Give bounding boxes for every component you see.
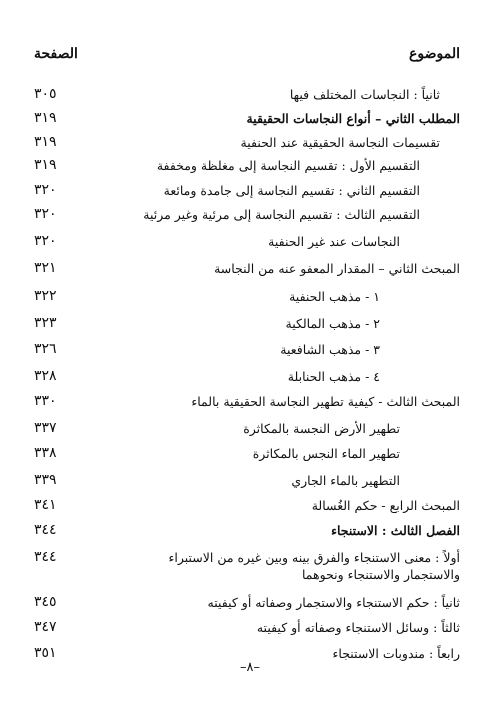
toc-entry-title: ٣ - مذهب الشافعية (280, 342, 380, 357)
toc-entry-title: أولاً : معنى الاستنجاء والفرق بينه وبين غيره من الاستبراء والاستجمار والاستنجاء ونحوهما (168, 550, 460, 582)
toc-page-number: ٣٤٥ (34, 594, 57, 610)
toc-entry-title: ثالثاً : وسائل الاستنجاء وصفاته أو كيفيته (256, 620, 460, 635)
toc-entry-title: النجاسات عند غير الحنفية (268, 234, 400, 249)
toc-page-number: ٣٢٢ (34, 288, 57, 304)
toc-page-number: ٣٢٣ (34, 315, 57, 331)
toc-page-number: ٣٢٠ (34, 233, 57, 249)
toc-page-number: ٣٤١ (34, 497, 57, 513)
toc-entry-title: ثانياً : النجاسات المختلف فيها (289, 87, 440, 102)
toc-page-number: ٣٤٤ (34, 549, 57, 565)
page-column-label: الصفحة (34, 46, 78, 62)
toc-page-number: ٣٣٠ (34, 393, 57, 409)
toc-entry-title: المطلب الثاني – أنواع النجاسات الحقيقية (246, 111, 460, 126)
toc-entry-title: الفصل الثالث : الاستنجاء (331, 523, 460, 538)
toc-page-number: ٣١٩ (34, 134, 57, 150)
toc-page-number: ٣٣٧ (34, 420, 57, 436)
toc-entry-title: المبحث الرابع - حكم الغُسالة (311, 498, 460, 513)
toc-entry-title: تطهير الأرض النجسة بالمكاثرة (243, 421, 400, 436)
toc-page-number: ٣٠٥ (34, 86, 57, 102)
toc-entry-title: المبحث الثاني – المقدار المعفو عنه من النجاسة (214, 261, 460, 276)
toc-entry-title: ٢ - مذهب المالكية (285, 316, 380, 331)
toc-page-number: ٣٣٩ (34, 472, 57, 488)
toc-entry-title: التقسيم الثالث : تقسيم النجاسة إلى مرئية وغير مرئية (143, 207, 420, 222)
toc-page-number: ٣٤٤ (34, 522, 57, 538)
toc-page-number: ٣٢٠ (34, 182, 57, 198)
toc-entry-title: التطهير بالماء الجاري (291, 473, 400, 488)
toc-page-number: ٣١٩ (34, 157, 57, 173)
toc-page-number: ٣٣٨ (34, 445, 57, 461)
topic-column-label: الموضوع (409, 46, 460, 62)
toc-entry-title: ثانياً : حكم الاستنجاء والاستجمار وصفاته أو كيفيته (207, 595, 460, 610)
toc-page-number: ٣٤٧ (34, 619, 57, 635)
toc-page-number: ٣١٩ (34, 110, 57, 126)
toc-page-number: ٣٢٠ (34, 206, 57, 222)
toc-page-number: ٣٥١ (34, 645, 57, 661)
toc-page-number: ٣٢١ (34, 260, 57, 276)
toc-entry-title: المبحث الثالث - كيفية تطهير النجاسة الحقيقية بالماء (191, 394, 460, 409)
toc-entry-title: التقسيم الأول : تقسيم النجاسة إلى مغلظة ومخففة (156, 158, 420, 173)
toc-entry-title: ٤ - مذهب الحنابلة (287, 369, 380, 384)
page-footer-number: –٨– (240, 660, 260, 675)
toc-entry-title: تطهير الماء النجس بالمكاثرة (252, 446, 400, 461)
toc-entry-title: تقسيمات النجاسة الحقيقية عند الحنفية (240, 135, 440, 150)
toc-entry-title: رابعاً : مندوبات الاستنجاء (332, 646, 460, 661)
toc-entry-title: ١ - مذهب الحنفية (289, 289, 380, 304)
toc-page-number: ٣٢٨ (34, 368, 57, 384)
toc-entry-title: التقسيم الثاني : تقسيم النجاسة إلى جامدة ومائعة (163, 183, 420, 198)
toc-page-number: ٣٢٦ (34, 341, 57, 357)
toc-header (34, 46, 460, 68)
